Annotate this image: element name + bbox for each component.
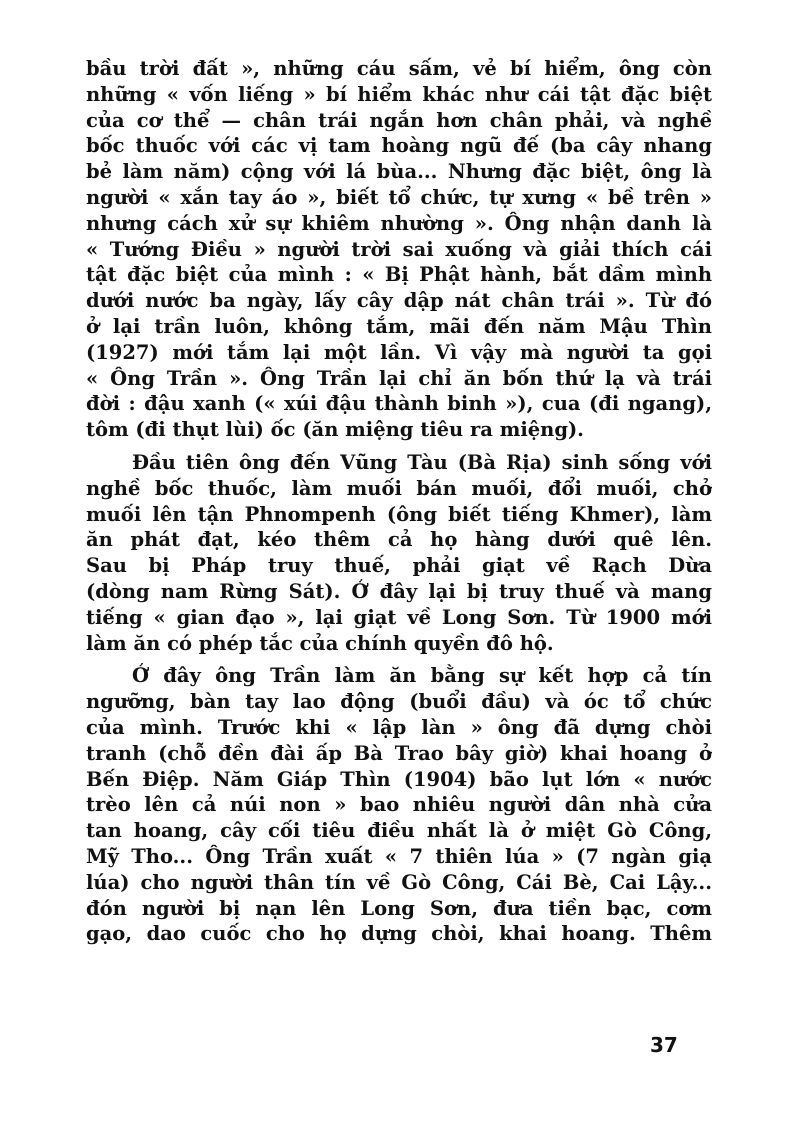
text-line: người « xắn tay áo », biết tổ chức, tự xưng « bề trên »	[86, 185, 712, 209]
paragraph-2	[86, 450, 712, 656]
text-line: nhưng cách xử sự khiêm nhường ». Ông nhận danh là	[86, 211, 712, 235]
paragraph-1	[86, 56, 712, 443]
page-number: 37	[650, 1033, 678, 1057]
text-line: « Ông Trần ». Ông Trần lại chỉ ăn bốn thứ lạ và trái	[86, 366, 712, 390]
text-line: tật đặc biệt của mình : « Bị Phật hành, bắt dầm mình	[86, 263, 712, 287]
text-line: Sau bị Pháp truy thuế, phải giạt về Rạch Dừa	[86, 554, 712, 578]
text-line: muối lên tận Phnompenh (ông biết tiếng Khmer), làm	[86, 502, 712, 526]
text-line: dưới nước ba ngày, lấy cây dập nát chân trái ». Từ đó	[86, 289, 712, 313]
text-line: ở lại trần luôn, không tắm, mãi đến năm Mậu Thìn	[86, 314, 712, 338]
text-line: Mỹ Tho... Ông Trần xuất « 7 thiên lúa » (7 ngàn giạ	[86, 844, 712, 868]
text-line: Đầu tiên ông đến Vũng Tàu (Bà Rịa) sinh sống với	[132, 450, 712, 474]
text-line: gạo, dao cuốc cho họ dựng chòi, khai hoang. Thêm	[86, 922, 712, 946]
text-line: đời : đậu xanh (« xúi đậu thành binh »), cua (đi ngang),	[86, 392, 712, 416]
text-line: bốc thuốc với các vị tam hoàng ngũ đế (ba cây nhang	[86, 134, 712, 158]
text-line: Bến Điệp. Năm Giáp Thìn (1904) bão lụt lớn « nước	[86, 767, 712, 791]
text-line: ăn phát đạt, kéo thêm cả họ hàng dưới quê lên.	[86, 528, 712, 552]
text-line: (1927) mới tắm lại một lần. Vì vậy mà người ta gọi	[86, 340, 712, 364]
text-line: bầu trời đất », những cáu sấm, vẻ bí hiểm, ông còn	[86, 57, 712, 80]
text-line: nghề bốc thuốc, làm muối bán muối, đổi muối, chở	[86, 476, 712, 500]
text-line: của mình. Trước khi « lập làn » ông đã dựng chòi	[86, 715, 712, 739]
text-line: đón người bị nạn lên Long Sơn, đưa tiền bạc, cơm	[86, 896, 712, 920]
book-page	[86, 56, 712, 1076]
paragraph-3	[86, 663, 712, 947]
text-line: làm ăn có phép tắc của chính quyền đô hộ.	[86, 631, 554, 655]
text-line: những « vốn liếng » bí hiểm khác như cái tật đặc biệt	[86, 82, 712, 106]
text-line: tiếng « gian đạo », lại giạt về Long Sơn. Từ 1900 mới	[86, 605, 712, 629]
text-line: bẻ làm năm) cộng với lá bùa... Nhưng đặc biệt, ông là	[86, 160, 712, 184]
text-line: « Tướng Điều » người trời sai xuống và giải thích cái	[86, 237, 712, 261]
text-line: tan hoang, cây cối tiêu điều nhất là ở miệt Gò Công,	[86, 819, 712, 843]
text-line: tôm (đi thụt lùi) ốc (ăn miệng tiêu ra miệng).	[86, 418, 584, 442]
text-line: ngưỡng, bàn tay lao động (buổi đầu) và óc tổ chức	[86, 690, 712, 714]
text-line: lúa) cho người thân tín về Gò Công, Cái Bè, Cai Lậy...	[86, 870, 712, 894]
text-line: tranh (chỗ đền đài ấp Bà Trao bây giờ) khai hoang ở	[86, 741, 712, 765]
text-line: của cơ thể — chân trái ngắn hơn chân phải, và nghề	[86, 108, 712, 132]
text-line: (dòng nam Rừng Sát). Ở đây lại bị truy thuế và mang	[86, 579, 712, 603]
text-line: Ở đây ông Trần làm ăn bằng sự kết hợp cả tín	[132, 664, 712, 688]
text-line: trèo lên cả núi non » bao nhiêu người dân nhà cửa	[86, 793, 712, 817]
